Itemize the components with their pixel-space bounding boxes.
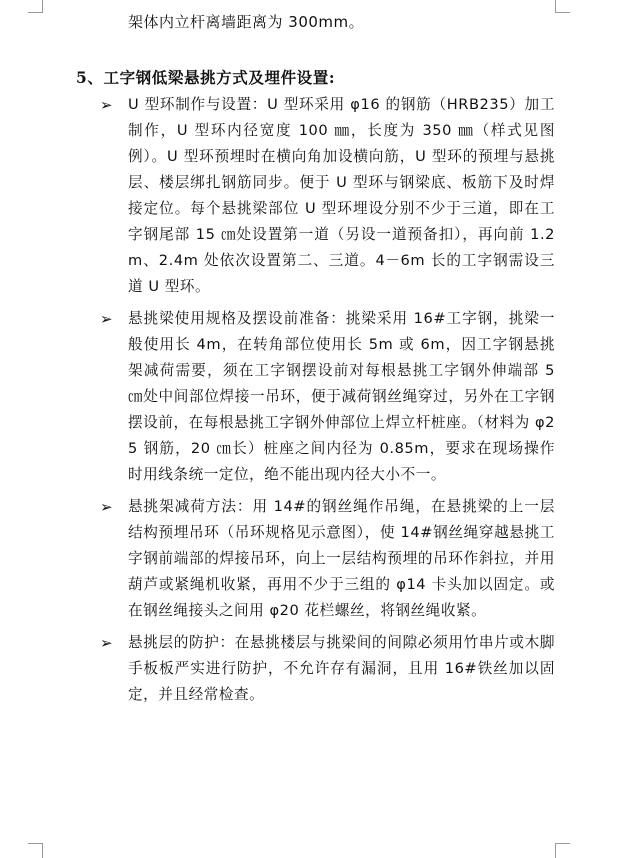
crop-mark-top-left [28,0,43,13]
arrow-bullet-icon: ➢ [100,310,113,328]
list-item [100,494,555,624]
list-item [100,630,555,708]
list-item-text: 悬挑梁使用规格及摆设前准备：挑梁采用 16#工字钢，挑梁一般使用长 4m，在转角部位使用长 5m 或 6m，因工字钢悬挑架减荷需要，须在工字钢摆设前对每根悬挑工字钢外伸端部 5 ㎝处中间部位焊接一吊环，便于减荷钢丝绳穿过，另外在工字钢摆设前，在每根悬挑工字钢外伸部位上焊立杆桩座。（材料为 φ25 钢筋，20 ㎝长）桩座之间内径为 0.85m，要求在现场操作时用线条统一定位，绝不能出现内径大小不一。 [128,310,555,483]
list-item-text: U 型环制作与设置：U 型环采用 φ16 的钢筋（HRB235）加工制作，U 型环内径宽度 100 ㎜，长度为 350 ㎜（样式见图例）。U 型环预埋时在横向角加设横向筋，U 型环的预埋与悬挑层、楼层绑扎钢筋同步。便于 U 型环与钢梁底、板筋下及时焊接定位。每个悬挑梁部位 U 型环埋设分别不少于三道，即在工字钢尾部 15 ㎝处设置第一道（另设一道预备扣），再向前 1.2m、2.4m 处依次设置第二、三道。4－6m 长的工字钢需设三道 U 型环。 [128,96,555,295]
list-item [100,306,555,488]
section-heading: 5、工字钢低梁悬挑方式及埋件设置: [76,68,336,87]
list-item [100,92,555,300]
list-item-text: 悬挑层的防护：在悬挑楼层与挑梁间的间隙必须用竹串片或木脚手板板严实进行防护，不允许存有漏洞，且用 16#铁丝加以固定，并且经常检查。 [128,634,555,703]
bullet-list [100,92,555,714]
list-item-text: 悬挑架减荷方法：用 14#的钢丝绳作吊绳，在悬挑梁的上一层结构预埋吊环（吊环规格见示意图），使 14#钢丝绳穿越悬挑工字钢前端部的焊接吊环，向上一层结构预埋的吊环作斜拉，并用葫芦或紧绳机收紧，再用不少于三组的 φ14 卡头加以固定。或在钢丝绳接头之间用 φ20 花栏螺丝，将钢丝绳收紧。 [128,498,555,619]
arrow-bullet-icon: ➢ [100,96,113,114]
arrow-bullet-icon: ➢ [100,634,113,652]
arrow-bullet-icon: ➢ [100,498,113,516]
continued-paragraph-line: 架体内立杆离墙距离为 300mm。 [128,13,365,31]
crop-mark-top-right [555,0,570,13]
